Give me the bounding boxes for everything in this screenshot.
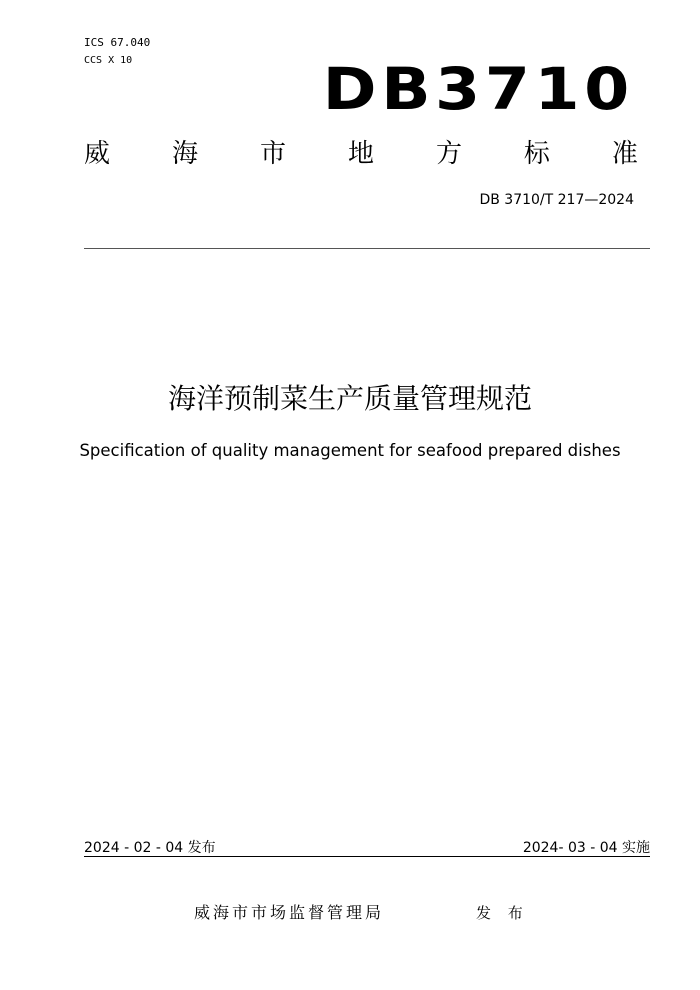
header-divider — [84, 248, 650, 249]
ccs-code: CCS X 10 — [84, 55, 133, 66]
standard-type-char: 方 — [435, 139, 462, 169]
standard-type-char: 海 — [171, 139, 198, 169]
document-number: DB 3710/T 217—2024 — [479, 192, 634, 208]
document-title-chinese: 海洋预制菜生产质量管理规范 — [167, 382, 532, 415]
standard-type-char: 准 — [611, 139, 638, 169]
standard-type-heading — [84, 137, 638, 171]
standard-type-char: 威 — [84, 139, 111, 169]
issue-label: 发 布 — [476, 904, 529, 922]
implementation-date: 2024- 03 - 04 实施 — [522, 840, 650, 856]
issuing-authority: 威海市市场监督管理局 — [194, 903, 385, 922]
ics-code: ICS 67.040 — [84, 36, 151, 49]
footer-divider — [84, 856, 650, 857]
standard-logo: DB3710 — [322, 55, 634, 123]
standard-type-char: 标 — [523, 139, 550, 169]
publish-date: 2024 - 02 - 04 发布 — [84, 840, 216, 856]
standard-type-char: 市 — [259, 139, 286, 169]
standard-type-char: 地 — [347, 139, 374, 169]
document-title-english: Specification of quality management for seafood prepared dishes — [79, 441, 621, 460]
